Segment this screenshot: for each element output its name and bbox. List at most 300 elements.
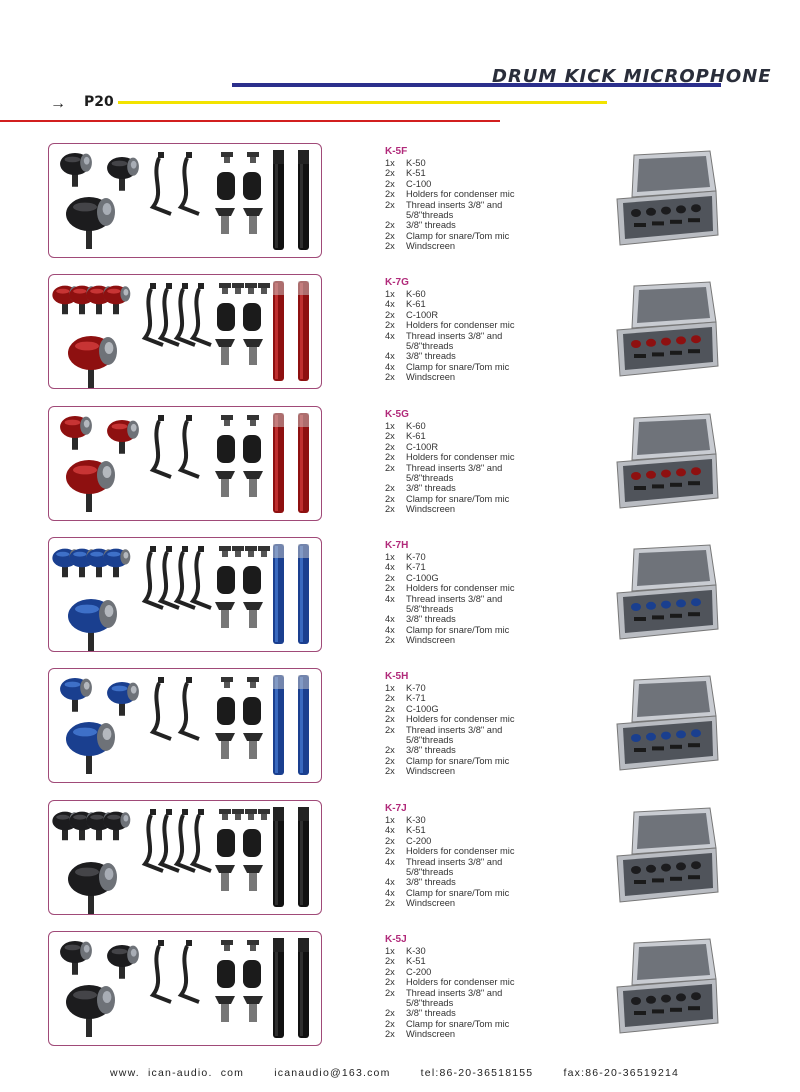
spec-item: [385, 189, 515, 199]
spec-item: [385, 735, 515, 745]
windscreen: [217, 829, 235, 857]
spec-item: [385, 977, 515, 987]
spec-text: C-100R: [406, 441, 439, 452]
model-label: K-7J: [385, 803, 407, 814]
spec-qty: 4x: [385, 624, 395, 635]
kick-drum-mic: [66, 985, 115, 1037]
spec-qty: 2x: [385, 956, 395, 967]
spec-text: 3/8" threads: [406, 745, 456, 756]
spec-text: K-51: [406, 956, 426, 967]
spec-text: K-71: [406, 562, 426, 573]
spec-qty: [385, 604, 406, 614]
spec-qty: 2x: [385, 241, 395, 252]
model-label: K-5H: [385, 671, 409, 682]
windscreen: [243, 697, 261, 725]
spec-item: [385, 573, 515, 583]
spec-qty: 2x: [385, 766, 395, 777]
spec-text: Thread inserts 3/8" and: [406, 856, 503, 867]
spec-text: 5/8"threads: [406, 867, 454, 878]
condenser-mic: [298, 413, 309, 513]
spec-item: [385, 766, 515, 776]
spec-qty: 2x: [385, 431, 395, 442]
spec-text: 3/8" threads: [406, 1008, 456, 1019]
spec-text: K-30: [406, 946, 426, 956]
spec-text: Holders for condenser mic: [406, 320, 515, 331]
footer-contact: [110, 1067, 701, 1079]
thread-insert: [245, 809, 257, 820]
spec-qty: 1x: [385, 815, 395, 825]
spec-text: 5/8"threads: [406, 998, 454, 1009]
footer-email: icanaudio@163.com: [274, 1067, 391, 1079]
spec-text: C-200: [406, 835, 432, 846]
spec-item: [385, 241, 515, 251]
spec-qty: 1x: [385, 289, 395, 299]
spec-qty: 2x: [385, 835, 395, 846]
spec-text: Windscreen: [406, 504, 456, 515]
condenser-mic: [273, 150, 284, 250]
spec-item: [385, 452, 515, 462]
carry-case-image: [612, 147, 720, 247]
spec-qty: 2x: [385, 1029, 395, 1040]
tom-mic: [60, 416, 92, 450]
model-label: K-5J: [385, 934, 407, 945]
spec-item: [385, 857, 515, 867]
spec-text: 5/8"threads: [406, 473, 454, 484]
spec-qty: 1x: [385, 158, 395, 168]
aluminum-case: [617, 282, 718, 376]
spec-text: C-100G: [406, 572, 439, 583]
spec-item: [385, 463, 515, 473]
spec-item: [385, 442, 515, 452]
product-image-box: [48, 274, 322, 389]
spec-item: [385, 431, 515, 441]
aluminum-case: [617, 414, 718, 508]
spec-qty: 4x: [385, 361, 395, 372]
condenser-mic: [273, 675, 284, 775]
arrow-right-icon: →: [50, 95, 66, 112]
condenser-mic: [273, 807, 284, 907]
spec-qty: 2x: [385, 745, 395, 756]
spec-item: [385, 362, 515, 372]
spec-qty: 2x: [385, 372, 395, 383]
spec-text: K-50: [406, 158, 426, 168]
thread-insert: [221, 415, 233, 426]
windscreen: [243, 303, 261, 331]
spec-text: Holders for condenser mic: [406, 189, 515, 200]
spec-text: K-70: [406, 552, 426, 562]
spec-text: K-61: [406, 299, 426, 310]
windscreen: [243, 172, 261, 200]
spec-list: [385, 946, 515, 1040]
tom-mic: [103, 812, 130, 841]
spec-text: Clamp for snare/Tom mic: [406, 361, 510, 372]
spec-text: Holders for condenser mic: [406, 714, 515, 725]
spec-qty: 2x: [385, 441, 395, 452]
spec-text: Holders for condenser mic: [406, 977, 515, 988]
spec-qty: 1x: [385, 552, 395, 562]
thread-insert: [219, 283, 231, 294]
tom-mic: [60, 153, 92, 187]
thread-insert: [247, 677, 259, 688]
footer-fax: fax:86-20-36519214: [563, 1067, 680, 1079]
spec-item: [385, 625, 515, 635]
rim-clamp: [193, 283, 211, 345]
windscreen: [217, 960, 235, 988]
spec-item: [385, 836, 515, 846]
spec-qty: 2x: [385, 724, 395, 735]
carry-case-image: [612, 541, 720, 641]
condenser-mic: [298, 807, 309, 907]
footer-tel: tel:86-20-36518155: [420, 1067, 534, 1079]
carry-case-image: [612, 278, 720, 378]
spec-item: [385, 220, 515, 230]
kick-drum-mic: [66, 722, 115, 774]
windscreen: [217, 697, 235, 725]
thread-insert: [258, 809, 270, 820]
condenser-mic: [298, 544, 309, 644]
spec-text: Thread inserts 3/8" and: [406, 199, 503, 210]
rim-clamp: [181, 415, 199, 477]
tom-mic: [103, 549, 130, 578]
spec-item: [385, 351, 515, 361]
rim-clamp: [181, 152, 199, 214]
aluminum-case: [617, 939, 718, 1033]
spec-item: [385, 1029, 515, 1039]
mic-holder: [243, 339, 263, 365]
rim-clamp: [153, 940, 171, 1002]
spec-text: Windscreen: [406, 635, 456, 646]
spec-qty: 2x: [385, 987, 395, 998]
spec-qty: 2x: [385, 230, 395, 241]
spec-item: [385, 494, 515, 504]
carry-case-image: [612, 804, 720, 904]
spec-text: K-51: [406, 168, 426, 179]
spec-item: [385, 200, 515, 210]
spec-item: [385, 1019, 515, 1029]
spec-text: K-70: [406, 683, 426, 693]
mic-holder: [243, 208, 263, 234]
thread-insert: [247, 940, 259, 951]
spec-qty: 4x: [385, 299, 395, 310]
spec-text: C-100G: [406, 703, 439, 714]
spec-item: [385, 562, 515, 572]
spec-text: K-51: [406, 825, 426, 836]
spec-qty: [385, 998, 406, 1008]
windscreen: [217, 435, 235, 463]
spec-text: Thread inserts 3/8" and: [406, 462, 503, 473]
spec-qty: 4x: [385, 887, 395, 898]
spec-qty: 2x: [385, 583, 395, 594]
spec-qty: 2x: [385, 168, 395, 179]
tom-mic: [107, 682, 139, 716]
windscreen: [243, 960, 261, 988]
model-label: K-7H: [385, 540, 409, 551]
spec-qty: 2x: [385, 714, 395, 725]
spec-qty: 2x: [385, 462, 395, 473]
mic-holder: [243, 996, 263, 1022]
aluminum-case: [617, 676, 718, 770]
condenser-mic: [298, 938, 309, 1038]
page-title: DRUM KICK MICROPHONE: [492, 66, 772, 87]
spec-qty: 2x: [385, 493, 395, 504]
mic-holder: [243, 602, 263, 628]
model-label: K-5G: [385, 409, 409, 420]
spec-qty: 4x: [385, 856, 395, 867]
spec-qty: 2x: [385, 1018, 395, 1029]
spec-qty: 2x: [385, 755, 395, 766]
kick-drum-mic: [68, 599, 117, 651]
mic-set-illustration: [49, 144, 321, 257]
spec-item: [385, 1008, 515, 1018]
spec-item: [385, 867, 515, 877]
spec-text: Clamp for snare/Tom mic: [406, 624, 510, 635]
spec-text: 3/8" threads: [406, 220, 456, 231]
tom-mic: [107, 420, 139, 454]
carry-case-image: [612, 935, 720, 1035]
spec-text: 5/8"threads: [406, 210, 454, 221]
rim-clamp: [181, 677, 199, 739]
spec-qty: 2x: [385, 977, 395, 988]
product-image-box: [48, 931, 322, 1046]
thread-insert: [232, 546, 244, 557]
spec-item: [385, 693, 515, 703]
carry-case-image: [612, 672, 720, 772]
spec-item: [385, 967, 515, 977]
mic-holder: [243, 733, 263, 759]
spec-list: [385, 421, 515, 515]
mic-set-illustration: [49, 932, 321, 1045]
spec-qty: 2x: [385, 220, 395, 231]
spec-item: [385, 745, 515, 755]
spec-qty: 4x: [385, 614, 395, 625]
spec-text: Clamp for snare/Tom mic: [406, 755, 510, 766]
rim-clamp: [181, 940, 199, 1002]
spec-item: [385, 846, 515, 856]
product-image-box: [48, 668, 322, 783]
spec-item: [385, 473, 515, 483]
spec-qty: 2x: [385, 966, 395, 977]
spec-item: [385, 714, 515, 724]
windscreen: [217, 566, 235, 594]
spec-qty: 2x: [385, 309, 395, 320]
spec-text: 5/8"threads: [406, 735, 454, 746]
spec-item: [385, 483, 515, 493]
mic-holder: [215, 865, 235, 891]
rim-clamp: [193, 809, 211, 871]
spec-qty: 2x: [385, 572, 395, 583]
spec-item: [385, 998, 515, 1008]
mic-set-illustration: [49, 538, 321, 651]
thread-insert: [247, 415, 259, 426]
spec-text: 3/8" threads: [406, 483, 456, 494]
mic-set-illustration: [49, 407, 321, 520]
spec-item: [385, 825, 515, 835]
page-number: P20: [84, 94, 114, 110]
spec-text: 5/8"threads: [406, 341, 454, 352]
spec-qty: 2x: [385, 1008, 395, 1019]
spec-text: 3/8" threads: [406, 351, 456, 362]
spec-text: Windscreen: [406, 1029, 456, 1040]
mic-set-illustration: [49, 275, 321, 388]
spec-item: [385, 372, 515, 382]
thread-insert: [247, 152, 259, 163]
windscreen: [217, 172, 235, 200]
spec-qty: 1x: [385, 946, 395, 956]
spec-qty: 1x: [385, 421, 395, 431]
spec-qty: 2x: [385, 199, 395, 210]
thread-insert: [221, 940, 233, 951]
spec-qty: 4x: [385, 330, 395, 341]
spec-item: [385, 888, 515, 898]
spec-text: Windscreen: [406, 766, 456, 777]
spec-item: [385, 231, 515, 241]
spec-qty: 4x: [385, 825, 395, 836]
spec-qty: 4x: [385, 593, 395, 604]
condenser-mic: [298, 150, 309, 250]
condenser-mic: [273, 281, 284, 381]
spec-text: Thread inserts 3/8" and: [406, 724, 503, 735]
spec-list: [385, 683, 515, 777]
spec-item: [385, 877, 515, 887]
kick-drum-mic: [68, 862, 117, 914]
thread-insert: [258, 546, 270, 557]
thread-insert: [221, 677, 233, 688]
spec-text: K-30: [406, 815, 426, 825]
spec-text: Clamp for snare/Tom mic: [406, 887, 510, 898]
tom-mic: [107, 157, 139, 191]
spec-item: [385, 635, 515, 645]
mic-set-illustration: [49, 669, 321, 782]
thread-insert: [245, 283, 257, 294]
spec-item: [385, 704, 515, 714]
spec-item: [385, 946, 515, 956]
spec-item: [385, 594, 515, 604]
kick-drum-mic: [68, 336, 117, 388]
rim-clamp: [153, 152, 171, 214]
rim-clamp: [153, 415, 171, 477]
spec-item: [385, 815, 515, 825]
spec-text: Windscreen: [406, 372, 456, 383]
aluminum-case: [617, 545, 718, 639]
spec-text: 3/8" threads: [406, 877, 456, 888]
header-yellow-rule: [118, 101, 607, 104]
spec-text: C-200: [406, 966, 432, 977]
mic-holder: [215, 733, 235, 759]
windscreen: [243, 435, 261, 463]
spec-item: [385, 210, 515, 220]
spec-list: [385, 289, 515, 383]
header-red-rule: [0, 120, 500, 122]
product-image-box: [48, 143, 322, 258]
spec-qty: 2x: [385, 504, 395, 515]
spec-item: [385, 614, 515, 624]
spec-text: K-61: [406, 431, 426, 442]
spec-item: [385, 158, 515, 168]
spec-item: [385, 179, 515, 189]
spec-item: [385, 168, 515, 178]
spec-list: [385, 552, 515, 646]
spec-qty: 2x: [385, 898, 395, 909]
spec-qty: [385, 341, 406, 351]
thread-insert: [232, 809, 244, 820]
spec-text: Thread inserts 3/8" and: [406, 987, 503, 998]
mic-holder: [215, 602, 235, 628]
spec-text: K-60: [406, 289, 426, 299]
windscreen: [217, 303, 235, 331]
product-image-box: [48, 406, 322, 521]
spec-item: [385, 320, 515, 330]
spec-item: [385, 421, 515, 431]
mic-holder: [215, 208, 235, 234]
spec-list: [385, 815, 515, 909]
aluminum-case: [617, 808, 718, 902]
spec-text: 3/8" threads: [406, 614, 456, 625]
spec-qty: [385, 210, 406, 220]
tom-mic: [60, 941, 92, 975]
thread-insert: [219, 546, 231, 557]
spec-item: [385, 756, 515, 766]
model-label: K-7G: [385, 277, 409, 288]
thread-insert: [219, 809, 231, 820]
spec-text: Windscreen: [406, 898, 456, 909]
mic-holder: [215, 339, 235, 365]
spec-item: [385, 331, 515, 341]
spec-qty: 2x: [385, 846, 395, 857]
spec-text: K-71: [406, 693, 426, 704]
spec-text: Holders for condenser mic: [406, 583, 515, 594]
spec-qty: 2x: [385, 189, 395, 200]
spec-item: [385, 956, 515, 966]
spec-qty: 4x: [385, 877, 395, 888]
windscreen: [243, 829, 261, 857]
spec-text: 5/8"threads: [406, 604, 454, 615]
spec-text: Thread inserts 3/8" and: [406, 593, 503, 604]
spec-item: [385, 552, 515, 562]
spec-text: Thread inserts 3/8" and: [406, 330, 503, 341]
spec-item: [385, 725, 515, 735]
spec-item: [385, 898, 515, 908]
spec-text: C-100: [406, 178, 432, 189]
spec-qty: 4x: [385, 351, 395, 362]
spec-text: Windscreen: [406, 241, 456, 252]
spec-qty: 2x: [385, 320, 395, 331]
mic-holder: [243, 865, 263, 891]
spec-item: [385, 504, 515, 514]
product-image-box: [48, 800, 322, 915]
spec-text: Holders for condenser mic: [406, 846, 515, 857]
condenser-mic: [273, 544, 284, 644]
mic-holder: [215, 996, 235, 1022]
condenser-mic: [298, 675, 309, 775]
spec-qty: 2x: [385, 452, 395, 463]
footer-website: www. ican-audio. com: [110, 1067, 245, 1079]
mic-set-illustration: [49, 801, 321, 914]
spec-qty: [385, 473, 406, 483]
thread-insert: [258, 283, 270, 294]
spec-item: [385, 341, 515, 351]
thread-insert: [245, 546, 257, 557]
spec-item: [385, 583, 515, 593]
thread-insert: [232, 283, 244, 294]
spec-text: Clamp for snare/Tom mic: [406, 493, 510, 504]
mic-holder: [215, 471, 235, 497]
aluminum-case: [617, 151, 718, 245]
spec-qty: 2x: [385, 178, 395, 189]
product-image-box: [48, 537, 322, 652]
spec-qty: 1x: [385, 683, 395, 693]
spec-list: [385, 158, 515, 252]
spec-text: Holders for condenser mic: [406, 452, 515, 463]
